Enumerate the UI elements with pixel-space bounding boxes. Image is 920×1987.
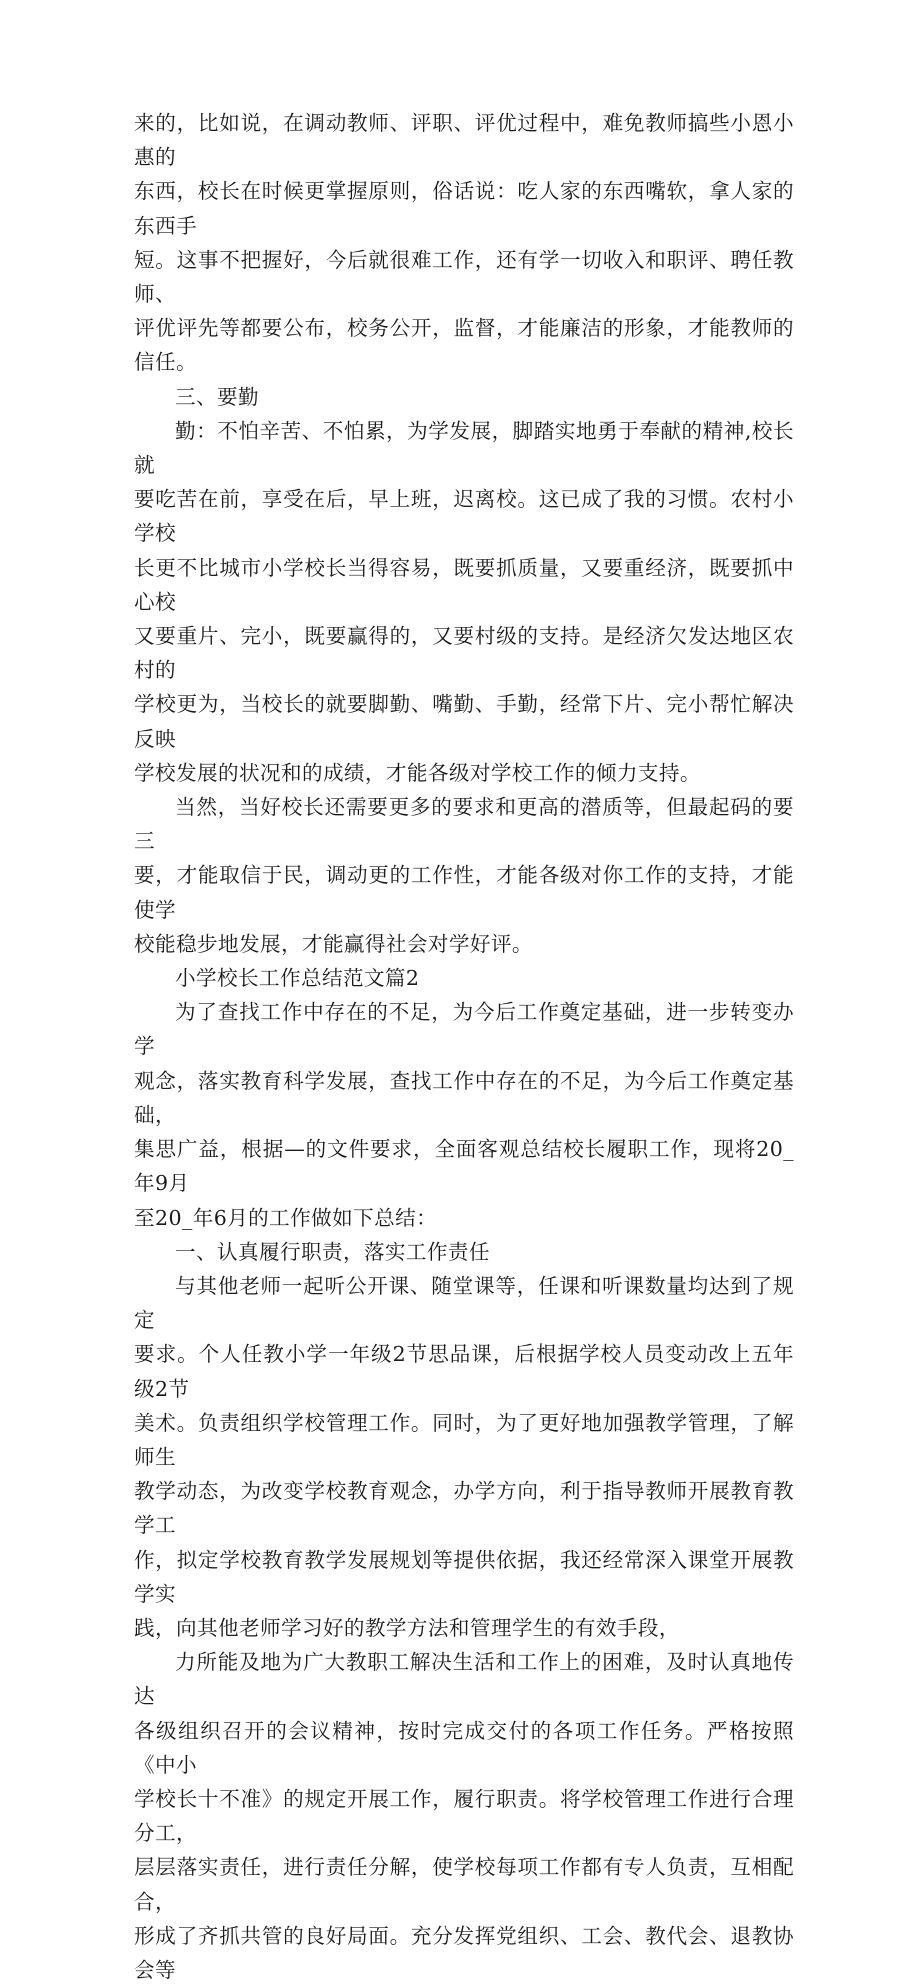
paragraph-conclusion: 当然，当好校长还需要更多的要求和更高的潜质等，但最起码的要三 要，才能取信于民，调动更的工作性，才能各级对你工作的支持，才能使学 校能稳步地发展，才能赢得社会对学好评。 xyxy=(134,795,794,956)
paragraph-intro: 为了查找工作中存在的不足，为今后工作奠定基础，进一步转变办学 观念，落实教育科学发展，查找工作中存在的不足，为今后工作奠定基础， 集思广益，根据—的文件要求，全面客观总结校长履职工作，现将20_年9月 至20_年6月的工作做如下总结： xyxy=(134,1000,794,1230)
section-heading-1: 一、认真履行职责，落实工作责任 xyxy=(175,1239,490,1264)
paragraph-diligence: 勤：不怕辛苦、不怕累，为学发展，脚踏实地勇于奉献的精神,校长就 要吃苦在前，享受在后，早上班，迟离校。这已成了我的习惯。农村小学校 长更不比城市小学校长当得容易，既要抓质量，又要重经济，既要抓中心校 又要重片、完小，既要赢得的，又要村级的支持。是经济欠发达地区农村的 学校更为，当校长的就要脚勤、嘴勤、手勤，经常下片、完小帮忙解决反映 学校发展的状况和的成绩，才能各级对学校工作的倾力支持。 xyxy=(134,418,794,785)
section-heading-3: 三、要勤 xyxy=(175,384,259,409)
paragraph-teaching: 与其他老师一起听公开课、随堂课等，任课和听课数量均达到了规定 要求。个人任教小学一年级2节思品课，后根据学校人员变动改上五年级2节 美术。负责组织学校管理工作。同时，为了更好地加强教学管理，了解师生 教学动态，为改变学校教育观念，办学方向，利于指导教师开展教育教学工 作，拟定学校教育教学发展规划等提供依据，我还经常深入课堂开展教学实 践，向其他老师学习好的教学方法和管理学生的有效手段， xyxy=(134,1273,794,1640)
paragraph-management: 力所能及地为广大教职工解决生活和工作上的困难，及时认真地传达 各级组织召开的会议精神，按时完成交付的各项工作任务。严格按照《中小 学校长十不准》的规定开展工作，履行职责。将学校管理工作进行合理分工， 层层落实责任，进行责任分解，使学校每项工作都有专人负责，互相配合， 形成了齐抓共管的良好局面。充分发挥党组织、工会、教代会、退教协会等 xyxy=(134,1650,794,1982)
paragraph-1: 来的，比如说，在调动教师、评职、评优过程中，难免教师搞些小恩小惠的 东西，校长在时候更掌握原则，俗话说：吃人家的东西嘴软，拿人家的东西手 短。这事不把握好，今后就很难工作，还有学一切收入和职评、聘任教师、 评优评先等都要公布，校务公开，监督，才能廉洁的形象，才能教师的信任。 xyxy=(134,111,794,375)
document-body xyxy=(134,106,794,1987)
article-title-2: 小学校长工作总结范文篇2 xyxy=(175,966,420,991)
